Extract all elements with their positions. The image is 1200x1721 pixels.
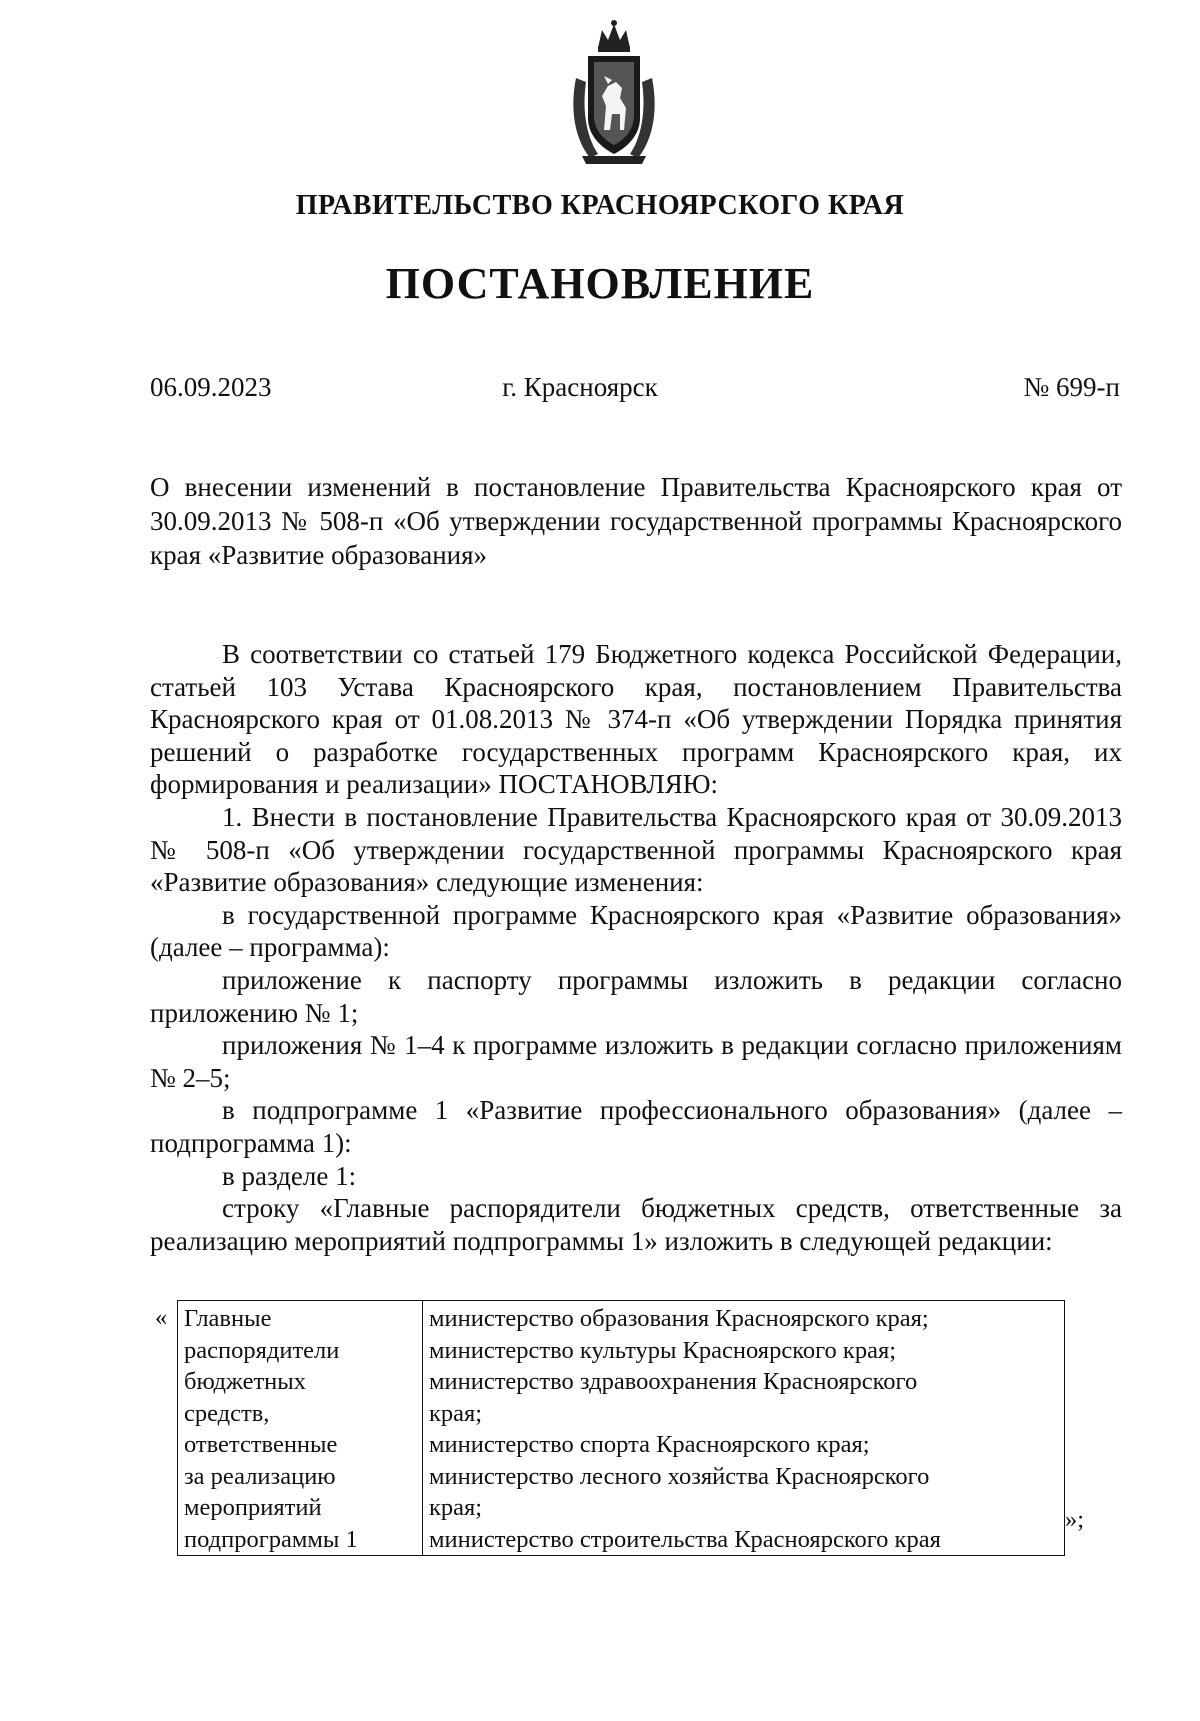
amendment-table-block [150,1300,1150,1553]
coat-of-arms-icon [568,18,660,166]
document-body [150,638,1122,1257]
amendment-table [177,1300,1065,1556]
table-cell-value [423,1301,1065,1556]
cell-line: Главные [184,1305,272,1332]
document-subject: О внесении изменений в постановление Правительства Красноярского края от 30.09.2013 № 508-п «Об утверждении государственной программы Красноярского края «Развитие образования» [150,472,1122,570]
paragraph-preamble: В соответствии со статьей 179 Бюджетного кодекса Российской Федерации, статьей 103 Устава Красноярского края, постановлением Правительства Красноярского края от 01.08.2013 № 374-п «Об утверждении Порядка принятия решений о разработке государственных программ Красноярского края, их формирования и реализации» ПОСТАНОВЛЯЮ: [150,639,1122,800]
table-cell-label [178,1301,423,1556]
paragraph-section: в разделе 1: [222,1160,357,1191]
cell-line: края; [429,1399,483,1427]
cell-line: распорядители [184,1336,340,1364]
paragraph-passport-appendix: приложение к паспорту программы изложить в редакции согласно приложению № 1; [150,964,1122,1028]
cell-line: средств, [184,1399,270,1427]
paragraph-row-instruction: строку «Главные распорядители бюджетных средств, ответственные за реализацию мероприятий подпрограммы 1» изложить в следующей редакции: [150,1193,1122,1256]
cell-line: министерство культуры Красноярского края; [429,1336,897,1364]
cell-line: ответственные [184,1431,338,1458]
cell-line: министерство спорта Красноярского края; [429,1431,870,1458]
table-row [178,1301,1065,1556]
paragraph-subprogram: в подпрограмме 1 «Развитие профессионального образования» (далее – подпрограмма 1): [150,1095,1122,1158]
cell-line: за реализацию [184,1462,336,1490]
document-city: г. Красноярск [502,372,658,402]
document-number: № 699-п [1023,372,1120,402]
cell-line: бюджетных [184,1368,306,1395]
paragraph-appendices: приложения № 1–4 к программе изложить в редакции согласно приложениям № 2–5; [150,1030,1122,1093]
government-title: ПРАВИТЕЛЬСТВО КРАСНОЯРСКОГО КРАЯ [295,190,905,221]
cell-line: министерство строительства Красноярского края [429,1525,941,1553]
cell-line: подпрограммы 1 [184,1525,358,1553]
cell-line: министерство образования Красноярского края; [429,1305,929,1332]
paragraph-program: в государственной программе Красноярского края «Развитие образования» (далее – программа): [150,899,1122,963]
cell-line: министерство лесного хозяйства Красноярского [429,1462,930,1490]
paragraph-item-1: 1. Внести в постановление Правительства Красноярского края от 30.09.2013 № 508-п «Об утверждении государственной программы Красноярского края «Развитие образования» следующие изменения: [150,801,1122,898]
document-date: 06.09.2023 [150,372,272,402]
table-open-quote: « [155,1304,168,1331]
cell-line: края; [429,1494,483,1521]
document-type-title: ПОСТАНОВЛЕНИЕ [385,259,815,308]
cell-line: министерство здравоохранения Красноярского [429,1368,918,1395]
cell-line: мероприятий [184,1494,322,1521]
table-close-quote: »; [1065,1506,1085,1533]
